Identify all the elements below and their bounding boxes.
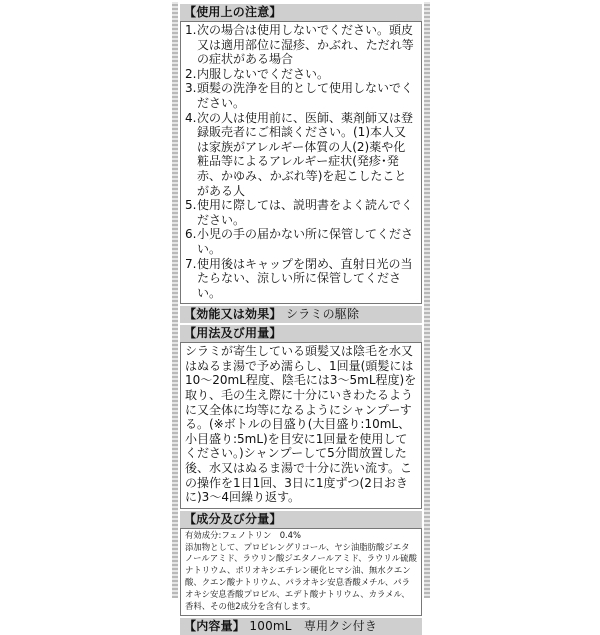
precaution-text: 次の場合は使用しないでください。頭皮又は適用部位に湿疹、かぶれ、ただれ等の症状がある場合: [197, 23, 414, 67]
left-stripe-border: [172, 2, 178, 598]
precaution-number: 4.: [185, 110, 197, 125]
precaution-text: 頭髪の洗浄を目的として使用しないでください。: [197, 81, 414, 110]
efficacy-title: 【効能又は効果】: [184, 307, 282, 322]
precautions-header: 【使用上の注意】: [180, 4, 422, 21]
precaution-item-5: [185, 198, 417, 227]
ingredients-box: [180, 528, 422, 617]
contents-line: [180, 618, 422, 635]
precaution-item-3: [185, 81, 417, 110]
precaution-text: 内服しないでください。: [197, 66, 330, 81]
precaution-text: 次の人は使用前に、医師、薬剤師又は登録販売者にご相談ください。(1)本人又は家族がアレルギー体質の人(2)薬や化粧品等によるアレルギー症状(発疹･発赤、かゆみ、かぶれ等)を起こしたことがある人: [197, 110, 414, 198]
precaution-item-4: [185, 111, 417, 199]
efficacy-value: シラミの駆除: [286, 307, 360, 322]
precaution-number: 7.: [185, 256, 197, 271]
precaution-number: 6.: [185, 227, 197, 242]
efficacy-header: [180, 306, 422, 323]
contents-title: 【内容量】: [184, 619, 246, 634]
additives-text: 添加物として、プロピレングリコール、ヤシ油脂肪酸ジエタノールアミド、ラウリン酸ジエタノールアミド、ラウリル硫酸ナトリウム、ポリオキシエチレン硬化ヒマシ油、無水クエン酸、クエン酸ナトリウム、パラオキシ安息香酸メチル、パラオキシ安息香酸プロピル、エデト酸ナトリウム、カラメル、香料、その他2成分を含有します。: [185, 541, 417, 611]
label-content: [180, 4, 422, 634]
precaution-item-1: [185, 23, 417, 67]
precaution-text: 小児の手の届かない所に保管してください。: [197, 227, 414, 256]
precaution-item-7: [185, 257, 417, 301]
precautions-list: [180, 21, 422, 304]
precaution-number: 5.: [185, 198, 197, 213]
active-ingredient: 有効成分:フェノトリン 0.4%: [185, 529, 301, 540]
usage-text: シラミが寄生している頭髪又は陰毛を水又はぬるま湯で予め濡らし、1回量(頭髪には10～20mL程度、陰毛には3～5mL程度)を取り、毛の生え際に十分にいきわたるように又全体に均等になるようにシャンプーする。(※ボトルの目盛り(大目盛り:10mL、小目盛り:5mL)を目安に1回量を使用してください。)シャンプーして5分間放置した後、水又はぬるま湯で十分に洗い流す。この操作を1日1回、3日に1度ずつ(2日おきに)3～4回繰り返す。: [180, 342, 422, 509]
precaution-number: 3.: [185, 81, 197, 96]
usage-header: 【用法及び用量】: [180, 325, 422, 342]
precaution-text: 使用に際しては、説明書をよく読んでください。: [197, 198, 414, 227]
drug-label-panel: [172, 2, 430, 634]
precaution-text: 使用後はキャップを閉め、直射日光の当たらない、涼しい所に保管してください。: [197, 256, 413, 300]
precaution-item-6: [185, 227, 417, 256]
right-stripe-border: [424, 2, 430, 598]
precaution-number: 1.: [185, 23, 197, 37]
contents-value: 100mL 専用クシ付き: [249, 619, 378, 634]
precaution-item-2: [185, 67, 417, 82]
precaution-number: 2.: [185, 66, 197, 81]
ingredients-header: 【成分及び分量】: [180, 511, 422, 528]
